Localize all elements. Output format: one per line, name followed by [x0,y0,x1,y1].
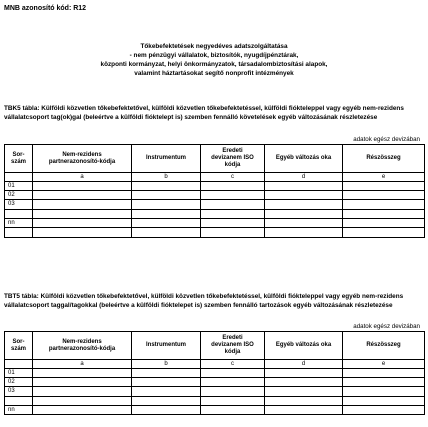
cell-change-reason[interactable] [265,218,343,227]
cell-currency[interactable] [201,191,265,200]
row-number [5,396,33,405]
cell-change-reason[interactable] [265,387,343,396]
row-number: 01 [5,182,33,191]
cell-instrument[interactable] [132,200,201,209]
cell-currency[interactable] [201,369,265,378]
col-letter: a [33,360,132,369]
table-header-row [5,145,425,173]
col-header-row-number: Sor- szám [5,332,33,360]
cell-partner-code[interactable] [33,191,132,200]
spacer-cell [201,227,265,237]
cell-currency[interactable] [201,405,265,414]
column-letter-row [5,173,425,182]
col-letter [5,173,33,182]
col-letter: b [132,173,201,182]
table-row [5,378,425,387]
row-number: 03 [5,387,33,396]
cell-subtotal[interactable] [343,387,425,396]
cell-currency[interactable] [201,396,265,405]
cell-partner-code[interactable] [33,218,132,227]
col-header-currency-iso: Eredeti devizanem ISO kódja [201,145,265,173]
cell-instrument[interactable] [132,405,201,414]
row-number: 03 [5,200,33,209]
col-letter: d [265,173,343,182]
col-header-row-number: Sor- szám [5,145,33,173]
cell-change-reason[interactable] [265,405,343,414]
col-letter: a [33,173,132,182]
cell-subtotal[interactable] [343,378,425,387]
cell-change-reason[interactable] [265,396,343,405]
col-letter: b [132,360,201,369]
cell-subtotal[interactable] [343,218,425,227]
cell-partner-code[interactable] [33,182,132,191]
col-header-currency-iso: Eredeti devizanem ISO kódja [201,332,265,360]
col-letter: c [201,173,265,182]
row-number: 01 [5,369,33,378]
col-header-change-reason: Egyéb változás oka [265,145,343,173]
spacer-cell [132,227,201,237]
tbk5-unit-note: adatok egész devizában [353,136,420,143]
cell-partner-code[interactable] [33,387,132,396]
title-line-2: - nem pénzügyi vállalatok, biztosítók, nyugdíjpénztárak, [129,52,299,59]
tbk5-description: TBK5 tábla: Külföldi közvetlen tőkebefektetővel, külföldi közvetlen tőkebefektetéssel, külföldi fiókteleppel vagy egyéb nem-rezidens vállalatcsoport tag(ok)gal (beleértve a külföldi fióktelept is) szemben fennálló követelések egyéb változásának részletezése [4,105,404,122]
col-header-partner-code: Nem-rezidens partnerazonosító-kódja [33,332,132,360]
cell-subtotal[interactable] [343,396,425,405]
cell-instrument[interactable] [132,182,201,191]
spacer-cell [33,227,132,237]
cell-currency[interactable] [201,378,265,387]
spacer-cell [265,227,343,237]
col-letter: e [343,360,425,369]
cell-subtotal[interactable] [343,369,425,378]
table-spacer-row [5,227,425,237]
table-row [5,405,425,414]
cell-change-reason[interactable] [265,369,343,378]
cell-subtotal[interactable] [343,200,425,209]
tbk5-table [4,144,425,238]
cell-instrument[interactable] [132,396,201,405]
col-header-instrument: Instrumentum [132,145,201,173]
column-letter-row [5,360,425,369]
title-line-4: valamint háztartásokat segítő nonprofit intézmények [134,70,294,77]
col-header-subtotal: Részösszeg [343,145,425,173]
cell-subtotal[interactable] [343,182,425,191]
table-row [5,209,425,218]
cell-currency[interactable] [201,387,265,396]
cell-partner-code[interactable] [33,405,132,414]
cell-change-reason[interactable] [265,209,343,218]
cell-instrument[interactable] [132,387,201,396]
tbt5-table [4,331,425,415]
row-number [5,209,33,218]
cell-change-reason[interactable] [265,378,343,387]
cell-instrument[interactable] [132,191,201,200]
cell-instrument[interactable] [132,378,201,387]
document-id: MNB azonosító kód: R12 [4,5,87,12]
table-row [5,191,425,200]
cell-currency[interactable] [201,200,265,209]
cell-partner-code[interactable] [33,369,132,378]
row-number: nn [5,405,33,414]
col-letter: d [265,360,343,369]
table-row [5,369,425,378]
table-row [5,200,425,209]
title-line-3: központi kormányzat, helyi önkormányzatok, társadalombiztosítási alapok, [100,61,328,68]
cell-partner-code[interactable] [33,378,132,387]
cell-subtotal[interactable] [343,209,425,218]
cell-partner-code[interactable] [33,396,132,405]
table-row [5,218,425,227]
col-letter [5,360,33,369]
document-title [60,42,368,78]
col-header-change-reason: Egyéb változás oka [265,332,343,360]
cell-partner-code[interactable] [33,200,132,209]
cell-instrument[interactable] [132,209,201,218]
row-number: 02 [5,191,33,200]
table-row [5,387,425,396]
cell-instrument[interactable] [132,369,201,378]
cell-change-reason[interactable] [265,182,343,191]
col-header-instrument: Instrumentum [132,332,201,360]
col-header-partner-code: Nem-rezidens partnerazonosító-kódja [33,145,132,173]
spacer-cell [343,227,425,237]
col-letter: e [343,173,425,182]
cell-subtotal[interactable] [343,191,425,200]
cell-partner-code[interactable] [33,209,132,218]
spacer-cell [5,227,33,237]
table-row [5,182,425,191]
cell-subtotal[interactable] [343,405,425,414]
title-line-1: Tőkebefektetések negyedéves adatszolgáltatása [140,43,288,50]
table-header-row [5,332,425,360]
col-letter: c [201,360,265,369]
cell-currency[interactable] [201,209,265,218]
cell-instrument[interactable] [132,218,201,227]
row-number: 02 [5,378,33,387]
cell-change-reason[interactable] [265,191,343,200]
cell-currency[interactable] [201,182,265,191]
tbt5-unit-note: adatok egész devizában [353,323,420,330]
cell-currency[interactable] [201,218,265,227]
col-header-subtotal: Részösszeg [343,332,425,360]
row-number: nn [5,218,33,227]
table-row [5,396,425,405]
tbt5-description: TBT5 tábla: Külföldi közvetlen tőkebefektetővel, külföldi közvetlen tőkebefektetéssel, külföldi fiókteleppel vagy egyéb nem-rezidens vállalatcsoport taggal/tagokkal (beleértve a külföldi fióktelepet is) szemben fennálló tartozások egyéb változásának részletezése [4,293,404,310]
cell-change-reason[interactable] [265,200,343,209]
